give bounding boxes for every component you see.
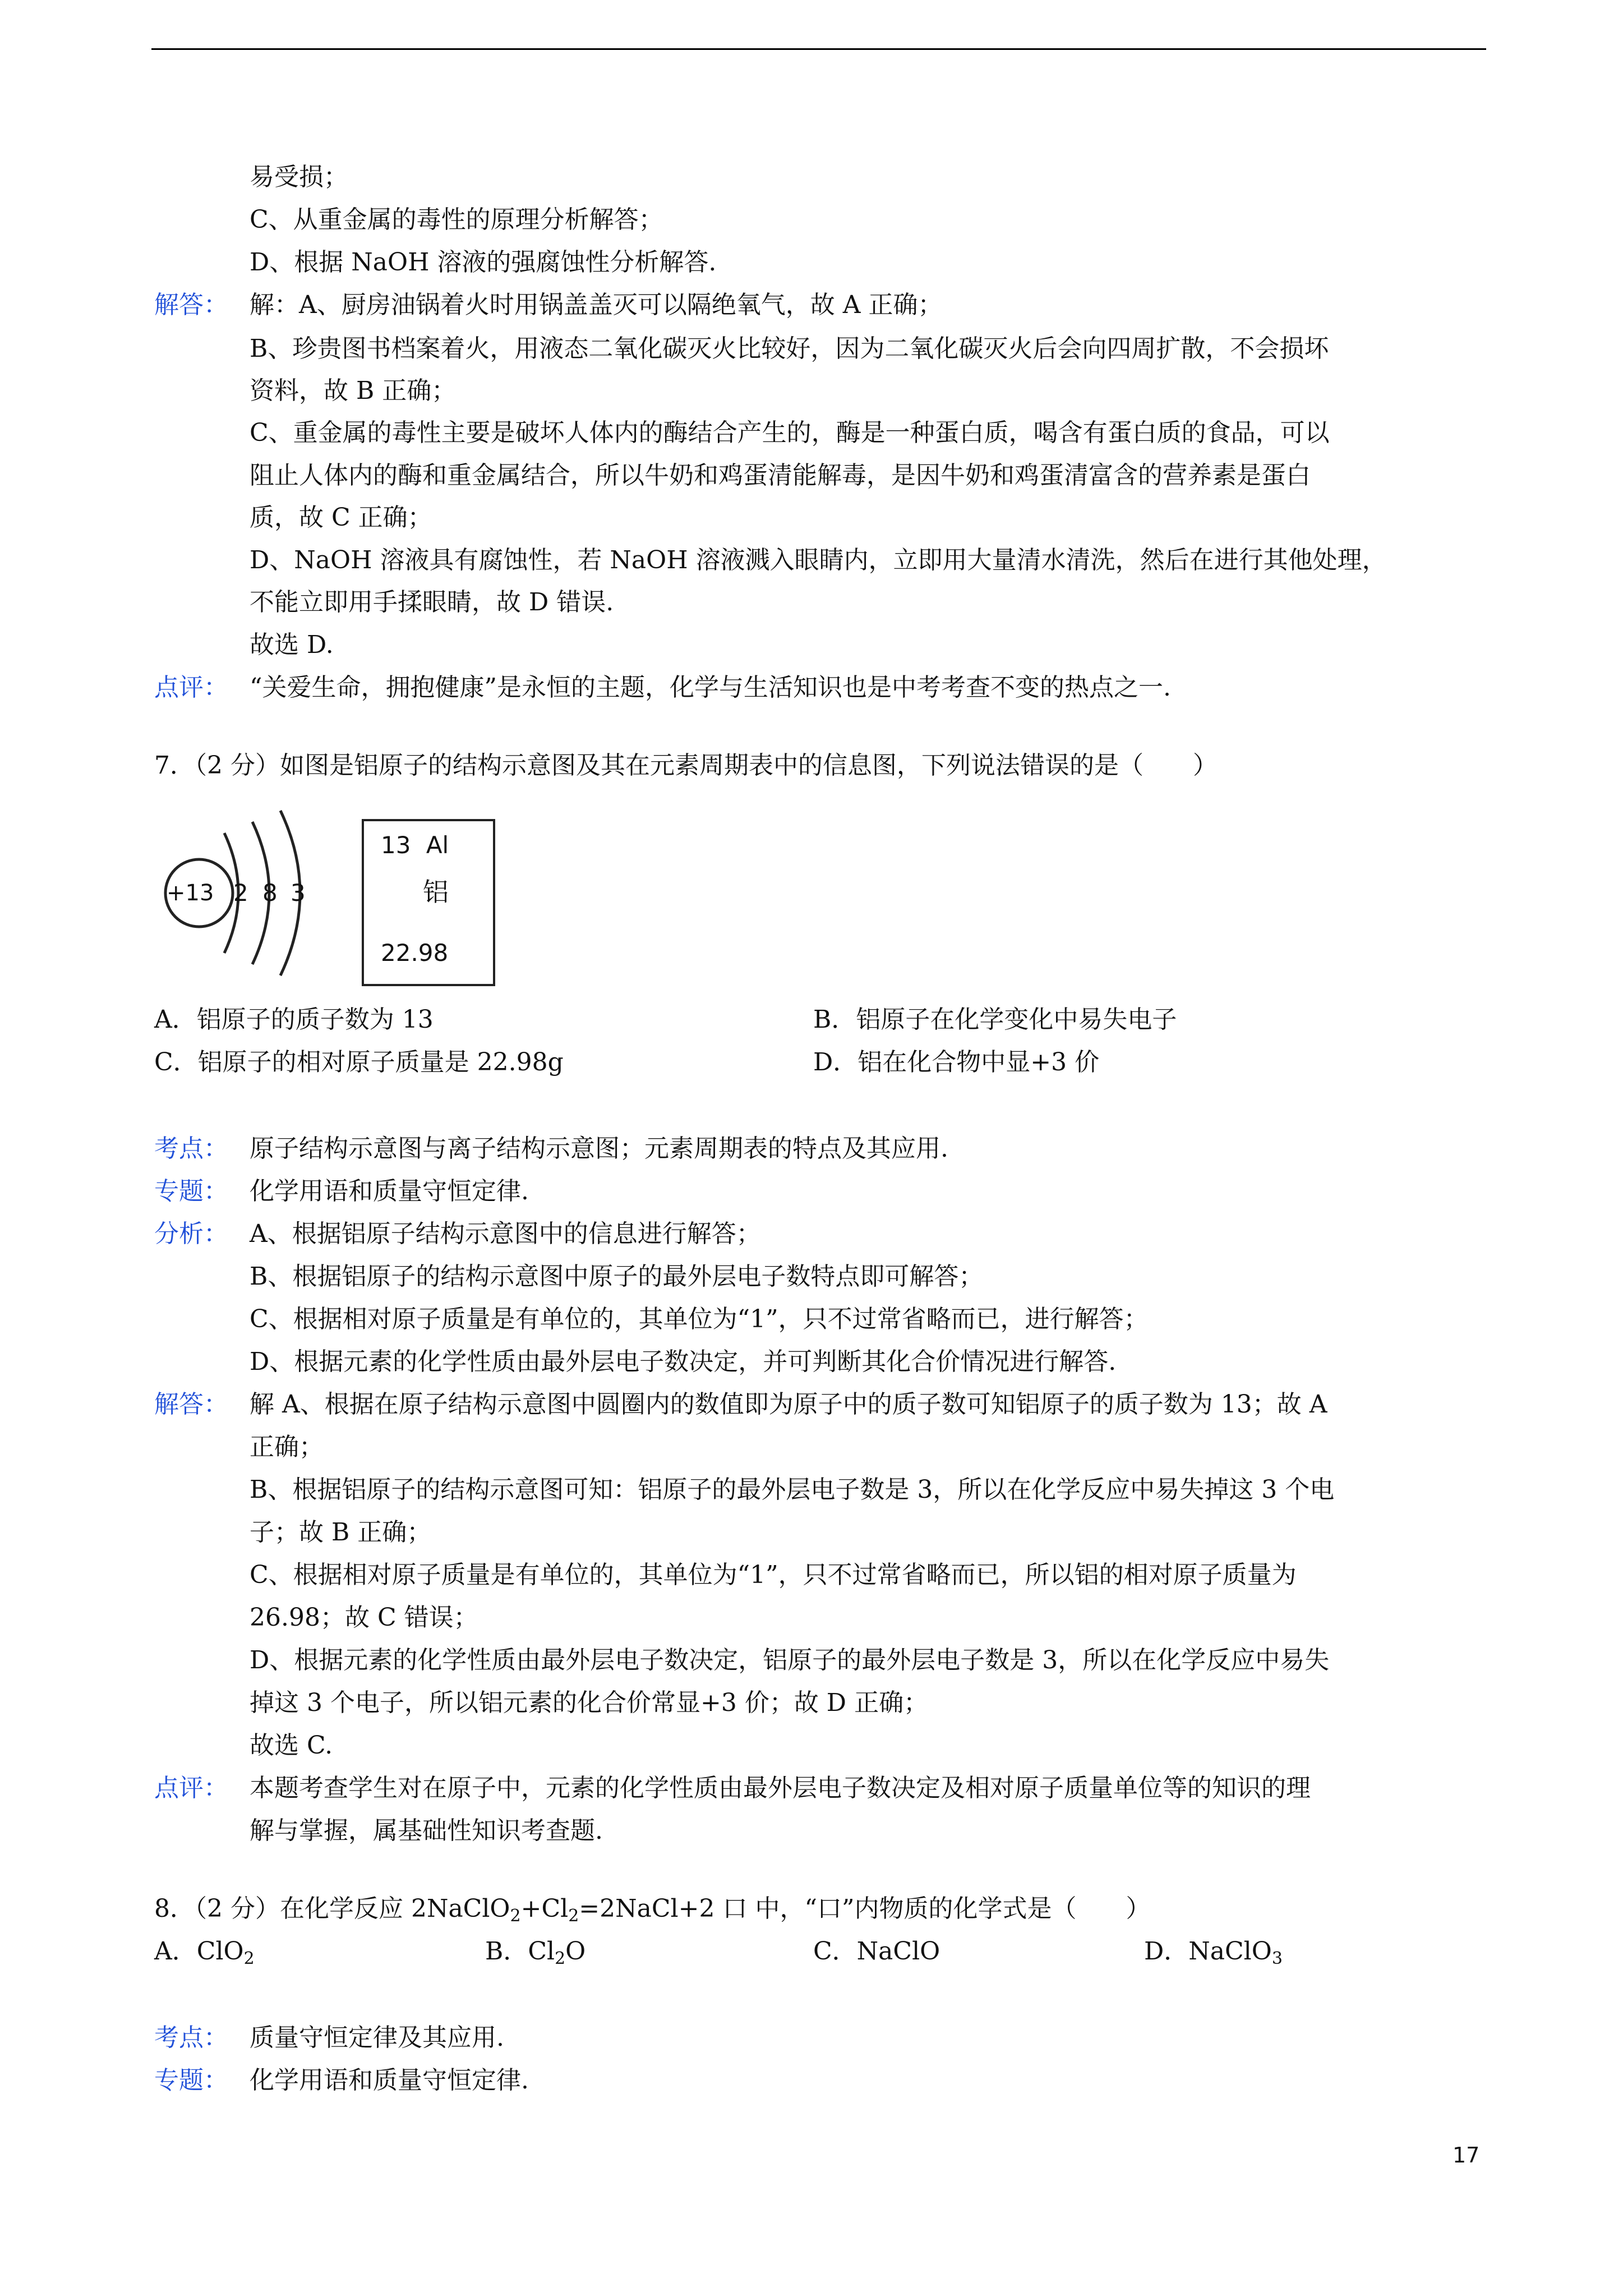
answer-line: 资料，故 B 正确； bbox=[250, 376, 457, 405]
option-text: B．Cl bbox=[485, 1937, 555, 1966]
option-text: O bbox=[565, 1937, 586, 1966]
periodic-table-cell bbox=[362, 819, 495, 986]
subscript: 3 bbox=[1271, 1949, 1283, 1968]
cell-number-symbol bbox=[381, 831, 449, 859]
jieda-line: 故选 C. bbox=[250, 1731, 333, 1760]
answer-line: 不能立即用手揉眼睛，故 D 错误. bbox=[250, 588, 614, 616]
page-number: 17 bbox=[1453, 2143, 1480, 2168]
option-b bbox=[485, 1935, 585, 1968]
jieda-line: 解 A、根据在原子结构示意图中圆圈内的数值即为原子中的质子数可知铝原子的质子数为 13；故 A bbox=[250, 1390, 1327, 1419]
question-7-stem: 7．（2 分）如图是铝原子的结构示意图及其在元素周期表中的信息图，下列说法错误的是（ ） bbox=[154, 751, 1218, 780]
nucleus-charge: +13 bbox=[167, 880, 214, 906]
jieda-line: 掉这 3 个电子，所以铝元素的化合价常显+3 价；故 D 正确； bbox=[250, 1688, 929, 1717]
stem-part: 8．（2 分）在化学反应 2NaClO bbox=[154, 1894, 510, 1923]
kaodian-text: 质量守恒定律及其应用. bbox=[250, 2023, 504, 2052]
answer-line: 阻止人体内的酶和重金属结合，所以牛奶和鸡蛋清能解毒，是因牛奶和鸡蛋清富含的营养素是蛋白 bbox=[250, 461, 1311, 490]
option-d: D．铝在化合物中显+3 价 bbox=[813, 1048, 1100, 1076]
dianping-line: 本题考查学生对在原子中，元素的化学性质由最外层电子数决定及相对原子质量单位等的知识的理 bbox=[250, 1774, 1311, 1802]
option-a bbox=[154, 1935, 255, 1968]
fenxi-line: B、根据铝原子的结构示意图中原子的最外层电子数特点即可解答； bbox=[250, 1262, 984, 1291]
subscript: 2 bbox=[555, 1949, 566, 1968]
element-name: 铝 bbox=[423, 877, 449, 907]
shell-2-count: 8 bbox=[262, 879, 278, 907]
dianping-line: 解与掌握，属基础性知识考查题. bbox=[250, 1816, 603, 1845]
subscript: 2 bbox=[510, 1906, 521, 1926]
zhuanti-label: 专题： bbox=[154, 2066, 228, 2095]
question-8-stem bbox=[154, 1892, 1150, 1926]
element-symbol: Al bbox=[426, 831, 449, 859]
analysis-line: D、根据 NaOH 溶液的强腐蚀性分析解答. bbox=[250, 248, 717, 277]
answer-line: 解：A、厨房油锅着火时用锅盖盖灭可以隔绝氧气，故 A 正确； bbox=[250, 291, 943, 319]
answer-line: 质，故 C 正确； bbox=[250, 503, 432, 532]
header-rule bbox=[151, 48, 1486, 50]
dianping-label: 点评： bbox=[154, 1774, 228, 1802]
fenxi-line: C、根据相对原子质量是有单位的，其单位为“1”，只不过常省略而已，进行解答； bbox=[250, 1305, 1149, 1333]
fenxi-line: A、根据铝原子结构示意图中的信息进行解答； bbox=[250, 1220, 761, 1248]
kaodian-text: 原子结构示意图与离子结构示意图；元素周期表的特点及其应用. bbox=[250, 1134, 948, 1163]
subscript: 2 bbox=[243, 1949, 255, 1968]
option-text: D．NaClO bbox=[1144, 1937, 1272, 1966]
option-c: C．铝原子的相对原子质量是 22.98g bbox=[154, 1048, 564, 1076]
jieda-line: B、根据铝原子的结构示意图可知：铝原子的最外层电子数是 3，所以在化学反应中易失掉这 3 个电 bbox=[250, 1475, 1335, 1504]
shell-1-count: 2 bbox=[233, 879, 248, 907]
jieda-line: 正确； bbox=[250, 1433, 324, 1461]
option-d bbox=[1144, 1935, 1283, 1968]
atomic-mass: 22.98 bbox=[381, 939, 449, 967]
option-text: A．ClO bbox=[154, 1937, 244, 1966]
answer-label: 解答： bbox=[154, 291, 228, 319]
comment-label: 点评： bbox=[154, 673, 228, 702]
analysis-line: C、从重金属的毒性的原理分析解答； bbox=[250, 205, 663, 234]
kaodian-label: 考点： bbox=[154, 2023, 228, 2052]
answer-line: D、NaOH 溶液具有腐蚀性，若 NaOH 溶液溅入眼睛内，立即用大量清水清洗，然后在进行其他处理， bbox=[250, 546, 1387, 574]
answer-line: B、珍贵图书档案着火，用液态二氧化碳灭火比较好，因为二氧化碳灭火后会向四周扩散，不会损坏 bbox=[250, 334, 1329, 363]
stem-part: =2NaCl+2 口 中，“口”内物质的化学式是（ ） bbox=[579, 1894, 1151, 1923]
atomic-number: 13 bbox=[381, 831, 411, 859]
option-c: C．NaClO bbox=[813, 1937, 940, 1966]
fenxi-label: 分析： bbox=[154, 1220, 228, 1248]
answer-line: 故选 D. bbox=[250, 631, 334, 659]
jieda-line: D、根据元素的化学性质由最外层电子数决定，铝原子的最外层电子数是 3，所以在化学反应中易失 bbox=[250, 1646, 1330, 1674]
jieda-line: 26.98；故 C 错误； bbox=[250, 1603, 478, 1632]
stem-part: +Cl bbox=[520, 1894, 569, 1923]
option-a: A．铝原子的质子数为 13 bbox=[154, 1005, 434, 1034]
shell-3-count: 3 bbox=[291, 879, 306, 907]
fenxi-line: D、根据元素的化学性质由最外层电子数决定，并可判断其化合价情况进行解答. bbox=[250, 1347, 1117, 1376]
jieda-label: 解答： bbox=[154, 1390, 228, 1419]
answer-line: C、重金属的毒性主要是破坏人体内的酶结合产生的，酶是一种蛋白质，喝含有蛋白质的食品，可以 bbox=[250, 418, 1330, 447]
jieda-line: 子；故 B 正确； bbox=[250, 1518, 432, 1547]
subscript: 2 bbox=[568, 1906, 579, 1926]
comment-text: “关爱生命，拥抱健康”是永恒的主题，化学与生活知识也是中考考查不变的热点之一. bbox=[250, 673, 1171, 702]
analysis-line: 易受损； bbox=[250, 163, 348, 191]
zhuanti-text: 化学用语和质量守恒定律. bbox=[250, 1177, 529, 1205]
option-b: B．铝原子在化学变化中易失电子 bbox=[813, 1005, 1177, 1034]
kaodian-label: 考点： bbox=[154, 1134, 228, 1163]
zhuanti-text: 化学用语和质量守恒定律. bbox=[250, 2066, 529, 2095]
zhuanti-label: 专题： bbox=[154, 1177, 228, 1205]
jieda-line: C、根据相对原子质量是有单位的，其单位为“1”，只不过常省略而已，所以铝的相对原子质量为 bbox=[250, 1561, 1297, 1589]
